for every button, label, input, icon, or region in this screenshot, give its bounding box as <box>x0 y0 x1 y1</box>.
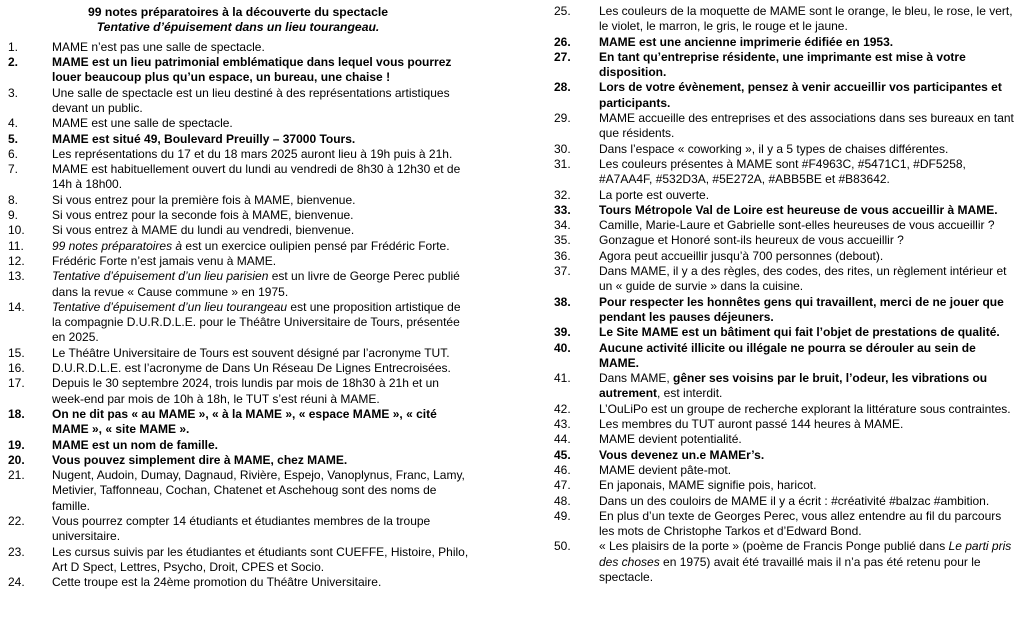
note-item <box>554 35 1016 50</box>
note-text-segment: MAME est un nom de famille. <box>52 437 219 452</box>
note-text-segment: Les cursus suivis par les étudiantes et étudiants sont CUEFFE, Histoire, Philo, Art D Spect, Lettres, Psycho, Droit, CPES et Socio. <box>52 544 469 574</box>
note-item <box>554 371 1016 402</box>
note-number: 44. <box>554 432 571 447</box>
note-text-segment: Nugent, Audoin, Dumay, Dagnaud, Rivière, Espejo, Vanoplynus, Franc, Lamy, Metivier, Taffonneau, Cochan, Chatenet et Aschehoug sont des noms de famille. <box>52 468 465 513</box>
note-item <box>554 111 1016 142</box>
note-number: 42. <box>554 401 571 416</box>
note-text-segment: est un livre de George Perec publié dans la revue « Cause commune » en 1975. <box>52 269 460 299</box>
note-text <box>52 55 451 84</box>
note-text-segment: Aucune activité illicite ou illégale ne pourra se dérouler au sein de MAME. <box>599 340 976 370</box>
note-text-segment: 99 notes préparatoires à <box>52 238 183 253</box>
note-text <box>599 341 976 370</box>
note-item <box>8 438 470 453</box>
note-number: 18. <box>8 406 25 421</box>
note-number: 26. <box>554 34 571 49</box>
note-number: 35. <box>554 233 571 248</box>
note-item <box>8 514 470 545</box>
note-text <box>599 50 966 79</box>
note-text <box>52 361 451 375</box>
note-text <box>52 407 437 436</box>
note-text-segment: Les couleurs de la moquette de MAME sont le orange, le bleu, le rose, le vert, le violet, le marron, le gris, le rouge et le jaune. <box>599 4 1013 34</box>
note-text-segment: MAME accueille des entreprises et des associations dans ses bureaux en tant que résidents. <box>599 111 1014 141</box>
note-item <box>554 203 1016 218</box>
note-text <box>52 453 347 467</box>
note-text-segment: Frédéric Forte n’est jamais venu à MAME. <box>52 253 277 268</box>
note-number: 15. <box>8 345 25 360</box>
note-text <box>52 254 276 268</box>
note-item <box>554 295 1016 326</box>
note-text <box>599 478 816 492</box>
note-text <box>599 539 1011 584</box>
note-text-segment: MAME est une salle de spectacle. <box>52 116 233 131</box>
document-title <box>0 0 476 36</box>
note-number: 45. <box>554 447 571 462</box>
note-number: 31. <box>554 156 571 171</box>
note-text <box>599 249 883 263</box>
note-text-segment: Dans MAME, il y a des règles, des codes, des rites, un règlement intérieur et un « guide de survie » dans la cuisine. <box>599 264 1007 294</box>
note-item <box>554 325 1016 340</box>
note-number: 34. <box>554 218 571 233</box>
note-text <box>52 86 450 115</box>
note-item <box>554 494 1016 509</box>
note-item <box>8 239 470 254</box>
note-item <box>554 478 1016 493</box>
note-item <box>554 402 1016 417</box>
note-text <box>52 438 218 452</box>
note-text-segment: Si vous entrez pour la première fois à MAME, bienvenue. <box>52 192 356 207</box>
note-text <box>599 371 987 400</box>
note-text-segment: en 1975) avait été travaillé mais il n’a pas été retenu pour le spectacle. <box>599 554 981 584</box>
note-text-segment: En japonais, MAME signifie pois, haricot. <box>599 478 817 493</box>
note-text-segment: Les couleurs présentes à MAME sont #F4963C, #5471C1, #DF5258, #A7AA4F, #532D3A, #5E272A, #ABB5BE et #B83642. <box>599 156 966 187</box>
note-text-segment: Tentative d’épuisement d’un lieu tourangeau <box>52 299 288 314</box>
note-text-segment: Agora peut accueillir jusqu’à 700 personnes (debout). <box>599 248 884 263</box>
note-text <box>599 157 966 186</box>
note-item <box>554 142 1016 157</box>
note-item <box>554 417 1016 432</box>
note-text <box>599 218 995 232</box>
note-text-segment: est une proposition artistique de la compagnie D.U.R.D.L.E. pour le Théâtre Universitaire de Tours, présentée en 2025. <box>52 299 461 345</box>
note-item <box>554 80 1016 111</box>
note-number: 32. <box>554 187 571 202</box>
note-text <box>599 264 1007 293</box>
note-item <box>554 509 1016 540</box>
note-text <box>52 239 450 253</box>
note-text <box>599 432 742 446</box>
note-number: 13. <box>8 269 25 284</box>
note-number: 30. <box>554 141 571 156</box>
note-text-segment: D.U.R.D.L.E. est l’acronyme de Dans Un Réseau De Lignes Entrecroisées. <box>52 361 451 376</box>
note-item <box>8 407 470 438</box>
note-number: 33. <box>554 202 571 217</box>
note-text <box>52 40 265 54</box>
note-item <box>554 188 1016 203</box>
note-item <box>8 453 470 468</box>
note-text-segment: En plus d’un texte de Georges Perec, vous allez entendre au fil du parcours les mots de Christophe Tarkos et d’Edward Bond. <box>599 508 1002 539</box>
note-item <box>554 157 1016 188</box>
note-item <box>8 116 470 131</box>
note-text-segment: Le parti pris des choses <box>599 539 1012 569</box>
note-text <box>599 35 893 49</box>
note-text <box>599 80 1002 109</box>
note-number: 48. <box>554 493 571 508</box>
note-number: 37. <box>554 264 571 279</box>
note-item <box>554 218 1016 233</box>
note-text-segment: MAME est un lieu patrimonial emblématique dans lequel vous pourrez louer beaucoup plus qu’un espace, un bureau, une chaise ! <box>52 55 452 85</box>
note-text <box>599 448 764 462</box>
note-text-segment: Si vous entrez à MAME du lundi au vendredi, bienvenue. <box>52 223 355 238</box>
note-item <box>8 55 470 86</box>
note-text-segment: Le Théâtre Universitaire de Tours est souvent désigné par l’acronyme TUT. <box>52 345 450 360</box>
note-text-segment: Vous pourrez compter 14 étudiants et étudiantes membres de la troupe universitaire. <box>52 514 431 544</box>
note-text-segment: Cette troupe est la 24ème promotion du Théâtre Universitaire. <box>52 575 382 590</box>
note-text-segment: Si vous entrez pour la seconde fois à MAME, bienvenue. <box>52 208 354 223</box>
note-text-segment: est un exercice oulipien pensé par Frédéric Forte. <box>182 238 450 253</box>
note-text-segment: Lors de votre évènement, pensez à venir accueillir vos participantes et participants. <box>599 80 1002 110</box>
note-item <box>8 223 470 238</box>
note-text-segment: MAME est une ancienne imprimerie édifiée en 1953. <box>599 34 894 49</box>
notes-list-left <box>8 40 470 591</box>
note-item <box>554 448 1016 463</box>
note-number: 6. <box>8 146 19 161</box>
note-text <box>599 417 903 431</box>
note-text <box>599 111 1014 140</box>
note-text-segment: En tant qu’entreprise résidente, une imprimante est mise à votre disposition. <box>599 49 966 80</box>
note-number: 46. <box>554 462 571 477</box>
note-text-segment: Depuis le 30 septembre 2024, trois lundis par mois de 18h30 à 21h et un week-end par mois de 10h à 18h, le TUT s’est réuni à MAME. <box>52 376 439 406</box>
note-text <box>599 463 731 477</box>
note-number: 2. <box>8 55 19 70</box>
note-text <box>52 116 233 130</box>
note-item <box>554 341 1016 372</box>
note-text <box>599 188 709 202</box>
note-item <box>8 376 470 407</box>
note-text-segment: Vous pouvez simplement dire à MAME, chez MAME. <box>52 452 348 467</box>
note-text-segment: MAME est habituellement ouvert du lundi au vendredi de 8h30 à 12h30 et de 14h à 18h00. <box>52 162 461 192</box>
note-text-segment: L’OuLiPo est un groupe de recherche explorant la littérature sous contraintes. <box>599 401 1011 416</box>
note-item <box>8 300 470 346</box>
note-number: 3. <box>8 85 19 100</box>
note-number: 28. <box>554 80 571 95</box>
note-text <box>599 494 989 508</box>
note-text <box>52 132 355 146</box>
note-number: 7. <box>8 162 19 177</box>
note-text-segment: , est interdit. <box>657 386 723 401</box>
note-text-segment: Pour respecter les honnêtes gens qui travaillent, merci de ne jouer que pendant les pauses déjeuners. <box>599 294 1004 324</box>
note-number: 24. <box>8 575 25 590</box>
note-number: 19. <box>8 437 25 452</box>
title-line-2: Tentative d’épuisement dans un lieu tourangeau. <box>96 20 380 35</box>
note-text-segment: Tours Métropole Val de Loire est heureuse de vous accueillir à MAME. <box>599 202 998 217</box>
title-line-1: 99 notes préparatoires à la découverte du spectacle <box>87 5 389 19</box>
note-item <box>554 233 1016 248</box>
note-text-segment: Les représentations du 17 et du 18 mars 2025 auront lieu à 19h puis à 21h. <box>52 146 453 161</box>
note-item <box>8 468 470 514</box>
note-number: 23. <box>8 544 25 559</box>
note-text <box>52 575 381 589</box>
note-number: 27. <box>554 49 571 64</box>
note-text-segment: Dans l’espace « coworking », il y a 5 types de chaises différentes. <box>599 141 949 156</box>
note-number: 17. <box>8 376 25 391</box>
note-text <box>599 203 998 217</box>
note-item <box>554 4 1016 35</box>
note-number: 38. <box>554 294 571 309</box>
note-text <box>599 142 948 156</box>
note-text-segment: Camille, Marie-Laure et Gabrielle sont-elles heureuses de vous accueillir ? <box>599 218 995 233</box>
note-text-segment: MAME devient pâte-mot. <box>599 462 732 477</box>
note-text <box>52 514 430 543</box>
note-item <box>8 269 470 300</box>
note-text <box>52 193 355 207</box>
note-text <box>599 233 904 247</box>
note-text <box>52 376 439 405</box>
note-text-segment: MAME n’est pas une salle de spectacle. <box>52 39 265 54</box>
note-item <box>8 346 470 361</box>
note-text-segment: La porte est ouverte. <box>599 187 710 202</box>
note-number: 39. <box>554 325 571 340</box>
note-text-segment: Le Site MAME est un bâtiment qui fait l’objet de prestations de qualité. <box>599 325 1000 340</box>
note-text-segment: Dans MAME, <box>599 371 674 386</box>
note-item <box>554 432 1016 447</box>
note-item <box>8 545 470 576</box>
note-number: 5. <box>8 131 19 146</box>
note-text <box>52 545 468 574</box>
note-item <box>8 86 470 117</box>
left-column <box>8 0 470 591</box>
note-text <box>599 325 1000 339</box>
note-number: 11. <box>8 238 24 253</box>
note-text <box>599 509 1001 538</box>
note-text <box>52 269 460 298</box>
note-number: 50. <box>554 539 571 554</box>
note-number: 14. <box>8 299 25 314</box>
note-text-segment: Une salle de spectacle est un lieu destiné à des représentations artistiques devant un public. <box>52 85 450 115</box>
note-text <box>52 208 354 222</box>
note-item <box>8 208 470 223</box>
note-number: 8. <box>8 192 19 207</box>
right-column <box>554 0 1016 585</box>
note-item <box>8 40 470 55</box>
note-number: 16. <box>8 361 25 376</box>
note-item <box>8 575 470 590</box>
note-item <box>554 50 1016 81</box>
note-text-segment: Les membres du TUT auront passé 144 heures à MAME. <box>599 417 904 432</box>
note-number: 41. <box>554 371 571 386</box>
note-text <box>599 295 1004 324</box>
note-item <box>8 162 470 193</box>
note-item <box>554 463 1016 478</box>
note-item <box>554 249 1016 264</box>
note-text <box>599 4 1013 33</box>
note-item <box>8 254 470 269</box>
note-number: 43. <box>554 417 571 432</box>
note-text-segment: Dans un des couloirs de MAME il y a écrit : #créativité #balzac #ambition. <box>599 493 990 508</box>
note-item <box>8 147 470 162</box>
note-number: 47. <box>554 478 571 493</box>
note-number: 49. <box>554 508 571 523</box>
note-number: 9. <box>8 208 19 223</box>
note-item <box>554 539 1016 585</box>
note-number: 36. <box>554 248 571 263</box>
note-text-segment: MAME devient potentialité. <box>599 432 742 447</box>
note-text-segment: gêner ses voisins par le bruit, l’odeur, les vibrations ou autrement <box>599 371 988 401</box>
note-number: 1. <box>8 39 19 54</box>
note-number: 4. <box>8 116 19 131</box>
note-text-segment: On ne dit pas « au MAME », « à la MAME », « espace MAME », « cité MAME », « site MAME ». <box>52 406 437 437</box>
note-text <box>52 346 450 360</box>
note-text-segment: « Les plaisirs de la porte » (poème de Francis Ponge publié dans <box>599 539 949 554</box>
note-number: 20. <box>8 452 25 467</box>
note-text-segment: Tentative d’épuisement d’un lieu parisien <box>52 269 269 284</box>
note-text <box>52 300 461 345</box>
note-number: 10. <box>8 223 25 238</box>
note-text <box>52 162 460 191</box>
note-number: 22. <box>8 514 25 529</box>
note-text <box>52 223 354 237</box>
notes-list-right <box>554 0 1016 585</box>
note-number: 29. <box>554 111 571 126</box>
note-number: 12. <box>8 253 25 268</box>
note-text <box>599 402 1011 416</box>
note-text-segment: MAME est situé 49, Boulevard Preuilly – 37000 Tours. <box>52 131 356 146</box>
note-text <box>52 468 465 513</box>
note-item <box>8 193 470 208</box>
note-item <box>8 361 470 376</box>
note-number: 21. <box>8 468 25 483</box>
note-number: 25. <box>554 4 571 18</box>
note-text-segment: Gonzague et Honoré sont-ils heureux de vous accueillir ? <box>599 233 904 248</box>
note-text <box>52 147 452 161</box>
note-item <box>8 132 470 147</box>
note-text-segment: Vous devenez un.e MAMEr’s. <box>599 447 765 462</box>
note-number: 40. <box>554 340 571 355</box>
note-item <box>554 264 1016 295</box>
